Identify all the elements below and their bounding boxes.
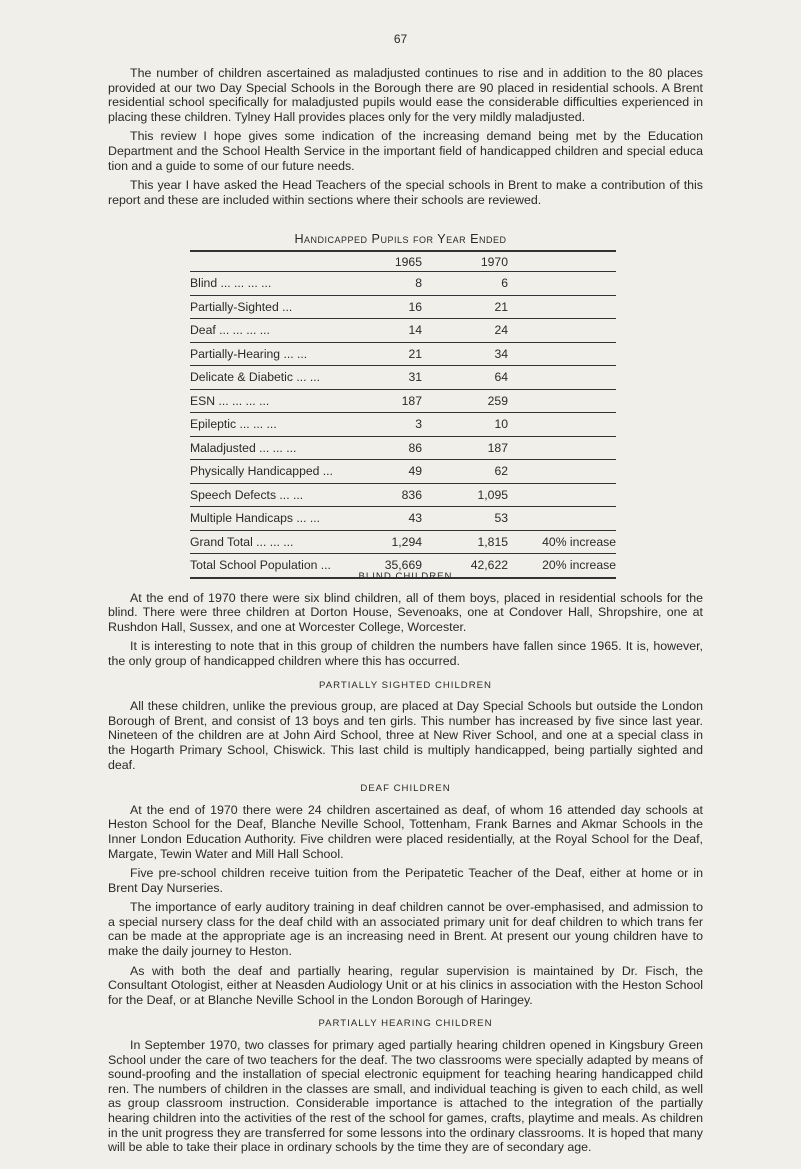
row-label: Maladjusted ... ... ...: [190, 436, 350, 460]
table-row: [190, 507, 616, 531]
header-note-cell: [508, 251, 616, 272]
row-1970: 34: [422, 342, 508, 366]
table-row: [190, 342, 616, 366]
row-note: 40% increase: [508, 530, 616, 554]
row-label: Speech Defects ... ...: [190, 483, 350, 507]
header-1965: 1965: [350, 251, 422, 272]
intro-text: [108, 66, 703, 212]
row-1970: 187: [422, 436, 508, 460]
row-label: Partially-Sighted ...: [190, 295, 350, 319]
table-row: [190, 295, 616, 319]
row-note: [508, 436, 616, 460]
section-heading: DEAF CHILDREN: [360, 783, 451, 795]
row-1965: 43: [350, 507, 422, 531]
row-label: Deaf ... ... ... ...: [190, 319, 350, 343]
row-1970: 21: [422, 295, 508, 319]
header-label-cell: [190, 251, 350, 272]
row-1970: 24: [422, 319, 508, 343]
section-heading: PARTIALLY HEARING CHILDREN: [318, 1018, 493, 1030]
row-1965: 31: [350, 366, 422, 390]
intro-paragraph: This year I have asked the Head Teachers of the special schools in Brent to make a contribution of this report and these are included within sections where their schools are reviewed.: [108, 178, 703, 207]
row-1970: 64: [422, 366, 508, 390]
row-1965: 35,669: [350, 554, 422, 578]
table-header-row: [190, 251, 616, 272]
intro-paragraph: This review I hope gives some indication of the increasing demand being met by the Education Department and the School Health Service in the important field of handicapped children and special educa tion and a guide to some of our future needs.: [108, 129, 703, 173]
row-note: [508, 389, 616, 413]
section-heading: BLIND CHILDREN: [358, 571, 453, 582]
table-row: [190, 530, 616, 554]
row-1970: 42,622: [422, 554, 508, 578]
table-row: [190, 460, 616, 484]
table-row: [190, 436, 616, 460]
sections-text: [108, 570, 703, 1160]
table-row: [190, 483, 616, 507]
section-paragraph: All these children, unlike the previous group, are placed at Day Special Schools but outside the London Borough of Brent, and consist of 13 boys and ten girls. This number has increased by five since last year. Nineteen of the children are at John Aird School, three at New River School, and one at a special class in the Hogarth Primary School, Chiswick. This last child is multiply handicapped, being partially sighted and deaf.: [108, 699, 703, 772]
row-1965: 16: [350, 295, 422, 319]
row-label: Blind ... ... ... ...: [190, 272, 350, 296]
row-note: [508, 366, 616, 390]
row-label: Epileptic ... ... ...: [190, 413, 350, 437]
table-row: [190, 319, 616, 343]
row-label: ESN ... ... ... ...: [190, 389, 350, 413]
section-paragraph: In September 1970, two classes for primary aged partially hearing children opened in Kingsbury Green School under the care of two teachers for the deaf. The two classrooms were specially adapted by means of sound-proofing and the installation of special electronic equipment for teaching hearing handicapped child ren. The numbers of children in the classes are small, and individual teaching is given to each child, as well as group classroom instruction. Considerable importance is attached to the integration of the partially hearing children into the activities of the rest of the school for games, crafts, playtime and meals. As children in the unit progress they are transferred for some lessons into the ordinary classrooms. It is hoped that many will be able to take their place in ordinary schools by the time they are of secondary age.: [108, 1038, 703, 1155]
section-paragraph: At the end of 1970 there were six blind children, all of them boys, placed in residential schools for the blind. There were three children at Dorton House, Sevenoaks, one at Condover Hall, Shropshire, one at Rushdon Hall, Sussex, and one at Worcester College, Worcester.: [108, 590, 703, 634]
row-note: [508, 460, 616, 484]
row-1965: 1,294: [350, 530, 422, 554]
handicapped-pupils-table: [190, 250, 616, 579]
row-note: [508, 507, 616, 531]
row-note: [508, 295, 616, 319]
row-label: Partially-Hearing ... ...: [190, 342, 350, 366]
header-1970: 1970: [422, 251, 508, 272]
table-title: Handicapped Pupils for Year Ended: [294, 232, 507, 246]
row-1965: 187: [350, 389, 422, 413]
row-1970: 1,095: [422, 483, 508, 507]
section-heading: PARTIALLY SIGHTED CHILDREN: [319, 679, 492, 691]
row-note: [508, 413, 616, 437]
row-1970: 10: [422, 413, 508, 437]
row-1965: 49: [350, 460, 422, 484]
row-note: [508, 272, 616, 296]
row-1965: 21: [350, 342, 422, 366]
row-label: Grand Total ... ... ...: [190, 530, 350, 554]
row-1970: 53: [422, 507, 508, 531]
row-label: Multiple Handicaps ... ...: [190, 507, 350, 531]
row-1970: 259: [422, 389, 508, 413]
row-label: Delicate & Diabetic ... ...: [190, 366, 350, 390]
table-row: [190, 272, 616, 296]
row-note: [508, 342, 616, 366]
row-1970: 6: [422, 272, 508, 296]
row-1970: 1,815: [422, 530, 508, 554]
table-row: [190, 413, 616, 437]
row-1965: 8: [350, 272, 422, 296]
page-number: 67: [393, 32, 408, 46]
row-1965: 836: [350, 483, 422, 507]
row-1965: 3: [350, 413, 422, 437]
section-paragraph: At the end of 1970 there were 24 children ascertained as deaf, of whom 16 attended day schools at Heston School for the Deaf, Blanche Neville School, Tottenham, Frank Barnes and Akmar Schools in the Inner London Education Authority. Five children were placed residentially, at the Royal School for the Deaf, Margate, Tewin Water and Mill Hall School.: [108, 802, 703, 861]
intro-paragraph: The number of children ascertained as maladjusted continues to rise and in addition to the 80 places provided at our two Day Special Schools in the Borough there are 90 placed in residential schools. A Brent residential school specifically for maladjusted pupils would ease the considerable difficulties experienced in placing these children. Tylney Hall provides places only for the very mildly maladjusted.: [108, 66, 703, 124]
table-row: [190, 389, 616, 413]
row-1970: 62: [422, 460, 508, 484]
row-note: [508, 483, 616, 507]
section-paragraph: Five pre-school children receive tuition from the Peripatetic Teacher of the Deaf, either at home or in Brent Day Nurseries.: [108, 866, 703, 895]
section-paragraph: It is interesting to note that in this group of children the numbers have fallen since 1965. It is, however, the only group of handicapped children where this has occurred.: [108, 639, 703, 668]
row-1965: 14: [350, 319, 422, 343]
table-row: [190, 366, 616, 390]
row-label: Total School Population ...: [190, 554, 350, 578]
section-paragraph: As with both the deaf and partially hearing, regular supervision is maintained by Dr. Fisch, the Consultant Otologist, either at Neasden Audiology Unit or at his clinics in association with the Heston School for the Deaf, or at Blanche Neville School in the London Borough of Haringey.: [108, 963, 703, 1007]
row-1965: 86: [350, 436, 422, 460]
section-paragraph: The importance of early auditory training in deaf children cannot be over-emphasised, and admission to a special nursery class for the deaf child with an associated primary unit for deaf children to which trans fer can be made at the appropriate age is an increasing need in Brent. At present our young children have to make the daily journey to Heston.: [108, 900, 703, 959]
row-note: [508, 319, 616, 343]
row-note: 20% increase: [508, 554, 616, 578]
row-label: Physically Handicapped ...: [190, 460, 350, 484]
